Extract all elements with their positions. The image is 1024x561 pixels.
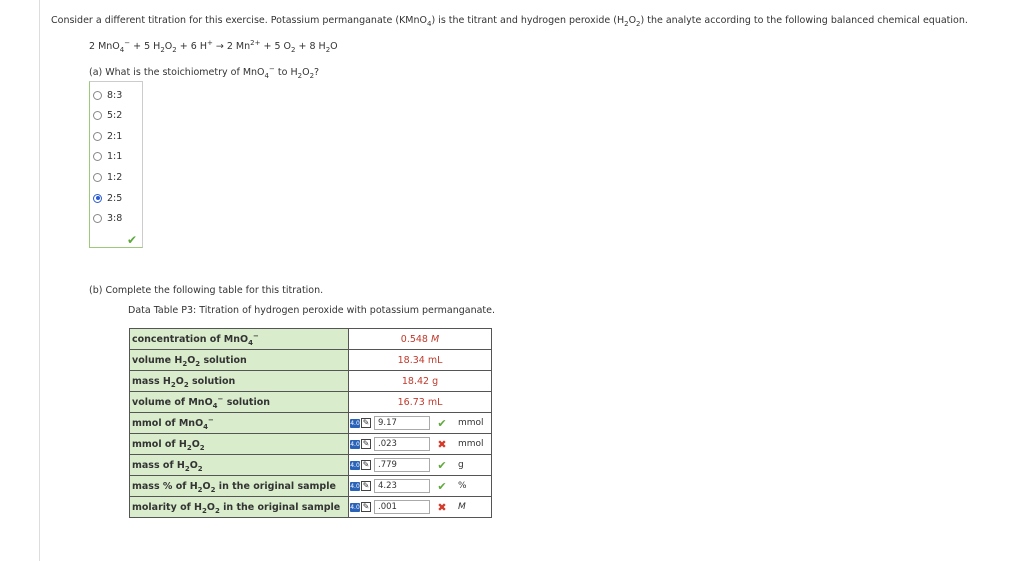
- unit-text: mL: [424, 354, 443, 366]
- answer-input[interactable]: 9.17: [374, 416, 430, 430]
- row-label: volume $H_2O_2$ solution: [130, 350, 349, 371]
- choice-3-8[interactable]: [93, 212, 122, 226]
- choice-label: 3:8: [107, 213, 123, 225]
- edit-icon[interactable]: ✎: [362, 481, 370, 490]
- value-text: 18.34: [397, 354, 425, 366]
- table-row: [130, 413, 492, 434]
- attempts-badge-icon[interactable]: 4.0: [350, 461, 360, 469]
- intro-text: Consider a different titration for this exercise. Potassium permanganate (KMnO$_4$) is the titrant and hydrogen peroxide $(H_2O_2)$ the analyte according to the following balanced chemical equation.: [51, 15, 968, 28]
- answer-input[interactable]: .779: [374, 458, 430, 472]
- correct-check-icon: ✔: [437, 479, 447, 493]
- radio-button[interactable]: [93, 152, 102, 161]
- attempts-badge-icon[interactable]: 4.0: [350, 482, 360, 490]
- row-label: mass $H_2O_2$ solution: [130, 371, 349, 392]
- correct-check-icon: ✔: [437, 458, 447, 472]
- unit-text: M: [458, 502, 466, 512]
- value-text: 0.548: [400, 333, 428, 345]
- unit-text: g: [429, 375, 439, 387]
- row-label: mass % of $H_2O_2$ in the original sample: [130, 476, 349, 497]
- value-text: 18.42: [401, 375, 430, 387]
- answer-cell: [349, 497, 492, 518]
- edit-icon[interactable]: ✎: [362, 460, 370, 469]
- unit-text: mmol: [458, 439, 484, 449]
- choice-label: 2:5: [107, 192, 123, 204]
- given-value: [349, 392, 492, 413]
- radio-button[interactable]: [93, 91, 102, 100]
- stoichiometry-choices: [89, 81, 143, 248]
- choice-label: 2:1: [107, 130, 123, 142]
- choice-8-3[interactable]: [93, 88, 122, 102]
- table-row: [130, 350, 492, 371]
- attempts-badge-icon[interactable]: 4.0: [350, 440, 360, 448]
- table-row: [130, 434, 492, 455]
- table-row: [130, 476, 492, 497]
- unit-text: mL: [424, 396, 443, 408]
- radio-button[interactable]: [93, 173, 102, 182]
- choice-2-5[interactable]: [93, 191, 122, 205]
- attempts-badge-icon[interactable]: 4.0: [350, 419, 360, 427]
- choice-1-2[interactable]: [93, 170, 122, 184]
- incorrect-x-icon: ✖: [437, 437, 447, 451]
- choice-label: 1:2: [107, 171, 123, 183]
- chemical-equation: 2 MnO$_4$− + 5 $H_2O_2 + 6$ H+ → 2 $Mn^{2+} + 5$ $O_2 + 8$ $H_2O$: [89, 38, 338, 54]
- answer-cell: [349, 413, 492, 434]
- edit-icon[interactable]: ✎: [362, 502, 370, 511]
- answer-input[interactable]: .001: [374, 500, 430, 514]
- choice-5-2[interactable]: [93, 109, 122, 123]
- radio-button[interactable]: [93, 194, 102, 203]
- table-row: [130, 371, 492, 392]
- row-label: mmol of $H_2O_2$: [130, 434, 349, 455]
- edit-icon[interactable]: ✎: [362, 418, 370, 427]
- choice-2-1[interactable]: [93, 129, 122, 143]
- unit-text: %: [458, 481, 467, 491]
- table-caption: Data Table P3: Titration of hydrogen peroxide with potassium permanganate.: [128, 305, 496, 316]
- radio-button[interactable]: [93, 111, 102, 120]
- row-label: mass of $H_2O_2$: [130, 455, 349, 476]
- table-row: [130, 392, 492, 413]
- answer-cell: [349, 434, 492, 455]
- attempts-badge-icon[interactable]: 4.0: [350, 503, 360, 511]
- row-label: mmol of MnO$_4$−: [130, 413, 349, 434]
- answer-cell: [349, 476, 492, 497]
- correct-check-icon: ✔: [127, 233, 138, 247]
- edit-icon[interactable]: ✎: [362, 439, 370, 448]
- incorrect-x-icon: ✖: [437, 500, 447, 514]
- given-value: [349, 371, 492, 392]
- unit-text: mmol: [458, 418, 484, 428]
- choice-label: 8:3: [107, 89, 123, 101]
- table-row: [130, 497, 492, 518]
- answer-input[interactable]: .023: [374, 437, 430, 451]
- given-value: [349, 329, 492, 350]
- answer-input[interactable]: 4.23: [374, 479, 430, 493]
- question-a: (a) What is the stoichiometry of MnO$_4$− to $H_2O_2$?: [89, 64, 320, 80]
- question-b: (b) Complete the following table for this titration.: [89, 285, 324, 296]
- answer-cell: [349, 455, 492, 476]
- row-label: concentration of MnO$_4$−: [130, 329, 349, 350]
- left-margin-line: [39, 0, 40, 561]
- radio-button[interactable]: [93, 214, 102, 223]
- table-row: [130, 329, 492, 350]
- row-label: molarity of $H_2O_2$ in the original sample: [130, 497, 349, 518]
- choice-1-1[interactable]: [93, 150, 122, 164]
- correct-check-icon: ✔: [437, 416, 447, 430]
- unit-text: M: [427, 333, 440, 345]
- radio-button[interactable]: [93, 132, 102, 141]
- titration-table: [129, 328, 492, 518]
- unit-text: g: [458, 460, 464, 470]
- choice-label: 1:1: [107, 151, 123, 163]
- row-label: volume of MnO$_4$− solution: [130, 392, 349, 413]
- choice-label: 5:2: [107, 110, 123, 122]
- value-text: 16.73: [397, 396, 425, 408]
- given-value: [349, 350, 492, 371]
- table-row: [130, 455, 492, 476]
